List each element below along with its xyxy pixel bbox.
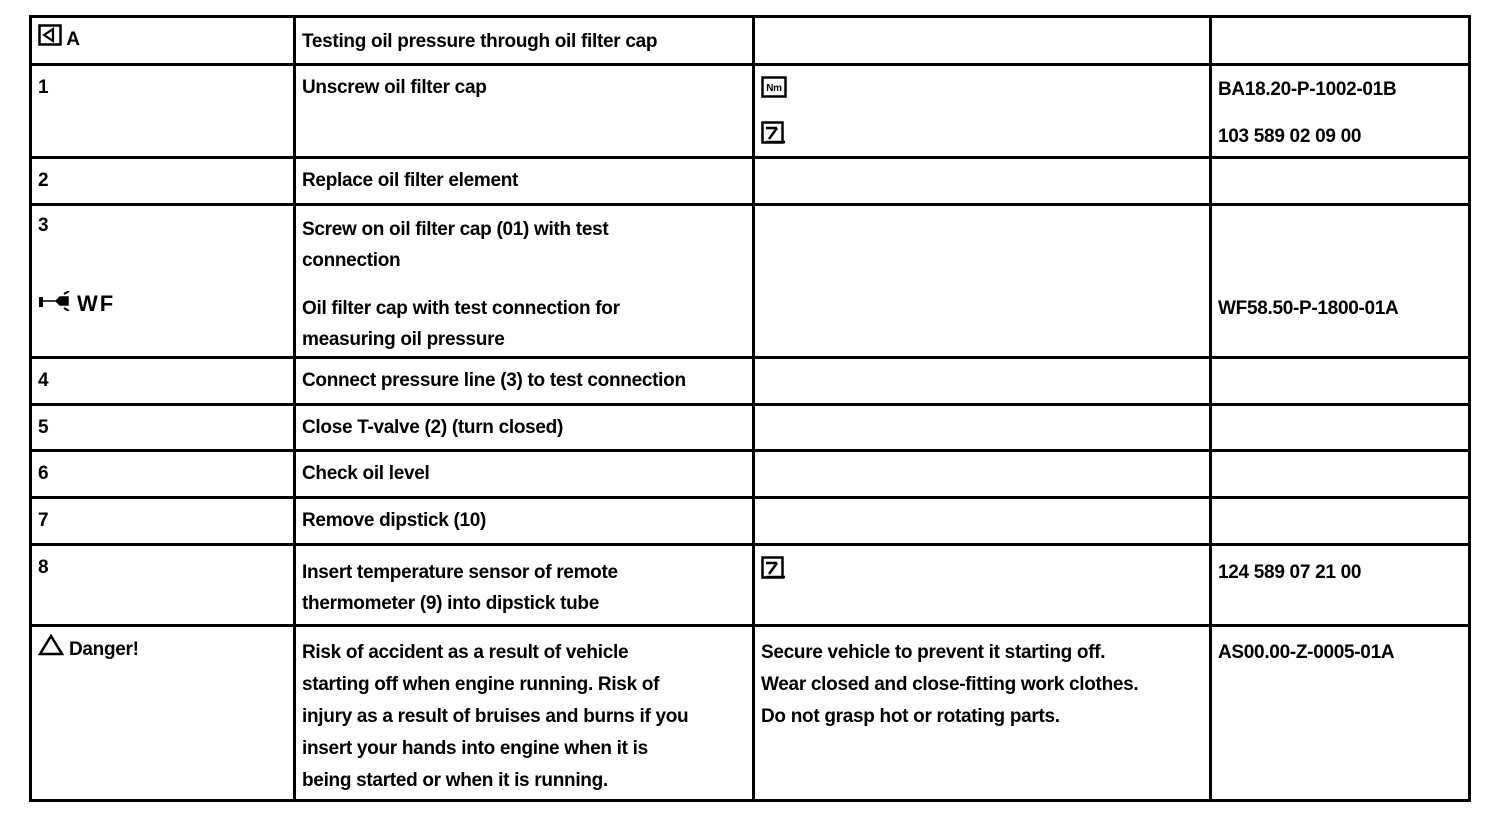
wf-description: Oil filter cap with test connection for xyxy=(302,298,620,319)
function-test-icon xyxy=(38,290,72,321)
danger-measure-cell xyxy=(755,627,1212,802)
step-cell xyxy=(32,159,296,203)
danger-label: Danger! xyxy=(68,639,139,661)
icon-cell xyxy=(755,452,1212,496)
action-text: Screw on oil filter cap (01) with test xyxy=(302,219,609,240)
table-row xyxy=(32,206,1468,359)
danger-label-cell xyxy=(32,627,296,802)
action-cell xyxy=(296,359,755,403)
danger-row xyxy=(32,627,1468,802)
action-text: Remove dipstick (10) xyxy=(302,510,487,531)
arrow-box-icon xyxy=(38,24,62,56)
action-cell xyxy=(296,206,755,356)
measure-text: Wear closed and close-fitting work clothes. xyxy=(761,674,1139,695)
header-col4-cell xyxy=(1212,18,1471,63)
action-cell xyxy=(296,159,755,203)
step-number: 3 xyxy=(38,215,49,236)
risk-text: insert your hands into engine when it is xyxy=(302,738,648,759)
special-tool-icon xyxy=(761,121,787,155)
reference-cell xyxy=(1212,359,1471,403)
torque-nm-icon xyxy=(761,76,787,108)
step-number: 6 xyxy=(38,463,49,484)
reference-cell xyxy=(1212,406,1471,449)
risk-text: injury as a result of bruises and burns if you xyxy=(302,706,689,727)
reference-cell xyxy=(1212,452,1471,496)
warning-triangle-icon xyxy=(38,634,64,666)
action-text: Unscrew oil filter cap xyxy=(302,77,487,98)
part-number: 124 589 07 21 00 xyxy=(1218,562,1362,583)
step-cell xyxy=(32,499,296,543)
action-cell xyxy=(296,546,755,624)
step-number: 5 xyxy=(38,417,49,438)
header-col3-cell xyxy=(755,18,1212,63)
action-text: Insert temperature sensor of remote xyxy=(302,562,618,583)
reference-code: WF58.50-P-1800-01A xyxy=(1218,298,1399,319)
step-cell xyxy=(32,452,296,496)
measure-text: Secure vehicle to prevent it starting off. xyxy=(761,642,1106,663)
table-row xyxy=(32,359,1468,406)
step-number: 2 xyxy=(38,170,49,191)
action-cell xyxy=(296,499,755,543)
action-cell xyxy=(296,406,755,449)
action-text: Replace oil filter element xyxy=(302,170,519,191)
icon-cell xyxy=(755,66,1212,156)
step-cell xyxy=(32,66,296,156)
action-cell xyxy=(296,452,755,496)
danger-risk-cell xyxy=(296,627,755,802)
risk-text: starting off when engine running. Risk of xyxy=(302,674,660,695)
step-number: 1 xyxy=(38,77,49,98)
header-step-cell xyxy=(32,18,296,63)
risk-text: being started or when it is running. xyxy=(302,770,608,791)
header-title-cell xyxy=(296,18,755,63)
icon-cell xyxy=(755,359,1212,403)
icon-cell xyxy=(755,499,1212,543)
step-number: 7 xyxy=(38,510,49,531)
action-text: thermometer (9) into dipstick tube xyxy=(302,593,600,614)
action-text: Close T-valve (2) (turn closed) xyxy=(302,417,563,438)
action-text: Check oil level xyxy=(302,463,430,484)
step-cell xyxy=(32,359,296,403)
step-cell xyxy=(32,406,296,449)
reference-cell xyxy=(1212,499,1471,543)
wf-description: measuring oil pressure xyxy=(302,329,505,350)
wf-label: WF xyxy=(76,291,116,316)
reference-cell xyxy=(1212,159,1471,203)
danger-ref-cell xyxy=(1212,627,1471,802)
step-cell xyxy=(32,546,296,624)
measure-text: Do not grasp hot or rotating parts. xyxy=(761,706,1060,727)
table-row xyxy=(32,452,1468,499)
table-row xyxy=(32,546,1468,627)
procedure-table xyxy=(29,15,1471,802)
table-row xyxy=(32,66,1468,159)
reference-cell xyxy=(1212,546,1471,624)
reference-code: BA18.20-P-1002-01B xyxy=(1218,79,1397,100)
action-text: Connect pressure line (3) to test connection xyxy=(302,370,686,391)
step-cell xyxy=(32,206,296,356)
table-header-row xyxy=(32,18,1468,66)
special-tool-icon xyxy=(761,556,787,590)
reference-code: AS00.00-Z-0005-01A xyxy=(1218,642,1395,663)
icon-cell xyxy=(755,406,1212,449)
table-row xyxy=(32,499,1468,546)
header-step-label: A xyxy=(66,29,80,51)
action-cell xyxy=(296,66,755,156)
icon-cell xyxy=(755,206,1212,356)
part-number: 103 589 02 09 00 xyxy=(1218,126,1362,147)
risk-text: Risk of accident as a result of vehicle xyxy=(302,642,629,663)
icon-cell xyxy=(755,159,1212,203)
reference-cell xyxy=(1212,66,1471,156)
reference-cell xyxy=(1212,206,1471,356)
svg-text:Nm: Nm xyxy=(766,83,782,94)
step-number: 4 xyxy=(38,370,49,391)
table-row xyxy=(32,406,1468,452)
table-row xyxy=(32,159,1468,206)
action-text: connection xyxy=(302,250,401,271)
step-number: 8 xyxy=(38,557,49,578)
header-title: Testing oil pressure through oil filter cap xyxy=(302,31,658,52)
icon-cell xyxy=(755,546,1212,624)
